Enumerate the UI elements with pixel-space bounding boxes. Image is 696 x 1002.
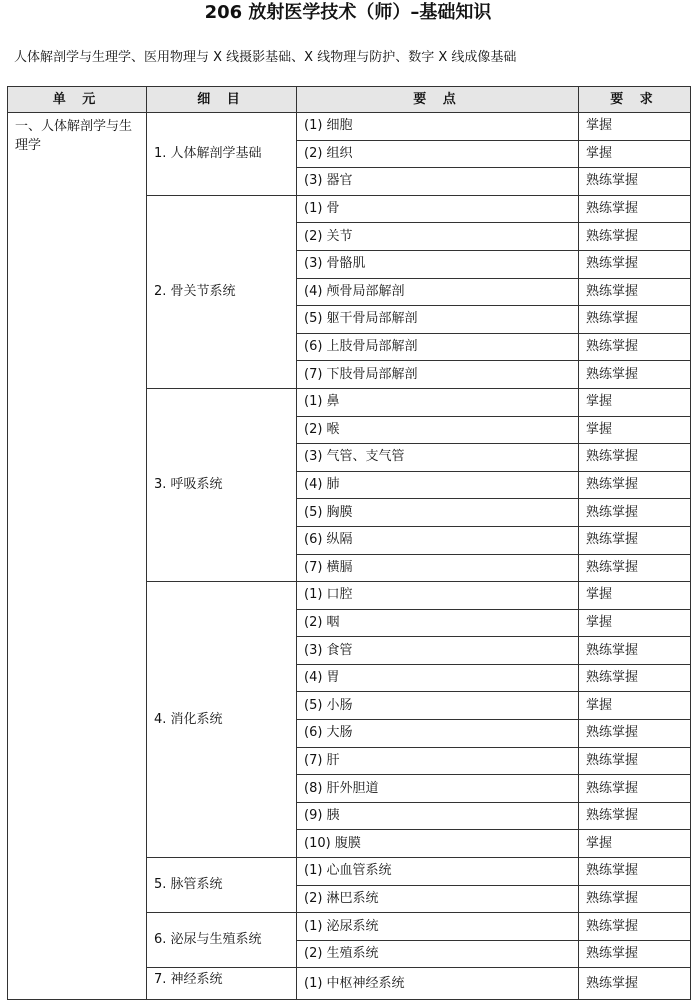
point-cell: (6) 大肠 bbox=[297, 720, 579, 748]
requirement-cell: 熟练掌握 bbox=[579, 885, 691, 913]
point-cell: (3) 器官 bbox=[297, 168, 579, 196]
requirement-cell: 掌握 bbox=[579, 692, 691, 720]
syllabus-table bbox=[7, 86, 691, 1000]
requirement-cell: 熟练掌握 bbox=[579, 250, 691, 278]
header-unit: 单 元 bbox=[8, 87, 147, 113]
point-cell: (4) 肺 bbox=[297, 471, 579, 499]
item-cell: 2. 骨关节系统 bbox=[147, 195, 297, 388]
requirement-cell: 掌握 bbox=[579, 609, 691, 637]
point-cell: (1) 心血管系统 bbox=[297, 858, 579, 886]
item-cell: 6. 泌尿与生殖系统 bbox=[147, 913, 297, 968]
requirement-cell: 掌握 bbox=[579, 388, 691, 416]
header-requirement: 要 求 bbox=[579, 87, 691, 113]
requirement-cell: 熟练掌握 bbox=[579, 858, 691, 886]
requirement-cell: 熟练掌握 bbox=[579, 940, 691, 968]
page-title: 206 放射医学技术（师）–基础知识 bbox=[204, 2, 492, 23]
requirement-cell: 熟练掌握 bbox=[579, 802, 691, 830]
requirement-cell: 熟练掌握 bbox=[579, 747, 691, 775]
table-body bbox=[8, 113, 691, 1000]
item-cell: 3. 呼吸系统 bbox=[147, 388, 297, 581]
requirement-cell: 掌握 bbox=[579, 416, 691, 444]
point-cell: (2) 咽 bbox=[297, 609, 579, 637]
point-cell: (6) 上肢骨局部解剖 bbox=[297, 333, 579, 361]
point-cell: (1) 泌尿系统 bbox=[297, 913, 579, 941]
point-cell: (5) 躯干骨局部解剖 bbox=[297, 306, 579, 334]
point-cell: (1) 中枢神经系统 bbox=[297, 968, 579, 1000]
requirement-cell: 熟练掌握 bbox=[579, 968, 691, 1000]
requirement-cell: 熟练掌握 bbox=[579, 361, 691, 389]
requirement-cell: 熟练掌握 bbox=[579, 775, 691, 803]
point-cell: (3) 气管、支气管 bbox=[297, 444, 579, 472]
requirement-cell: 熟练掌握 bbox=[579, 223, 691, 251]
point-cell: (6) 纵隔 bbox=[297, 526, 579, 554]
requirement-cell: 掌握 bbox=[579, 140, 691, 168]
table-row bbox=[8, 113, 691, 141]
point-cell: (2) 生殖系统 bbox=[297, 940, 579, 968]
point-cell: (3) 骨骼肌 bbox=[297, 250, 579, 278]
requirement-cell: 掌握 bbox=[579, 582, 691, 610]
item-cell: 5. 脉管系统 bbox=[147, 858, 297, 913]
point-cell: (7) 肝 bbox=[297, 747, 579, 775]
requirement-cell: 掌握 bbox=[579, 113, 691, 141]
requirement-cell: 熟练掌握 bbox=[579, 471, 691, 499]
point-cell: (2) 淋巴系统 bbox=[297, 885, 579, 913]
point-cell: (2) 喉 bbox=[297, 416, 579, 444]
point-cell: (9) 胰 bbox=[297, 802, 579, 830]
point-cell: (3) 食管 bbox=[297, 637, 579, 665]
requirement-cell: 熟练掌握 bbox=[579, 720, 691, 748]
requirement-cell: 熟练掌握 bbox=[579, 306, 691, 334]
requirement-cell: 熟练掌握 bbox=[579, 913, 691, 941]
point-cell: (5) 胸膜 bbox=[297, 499, 579, 527]
header-point: 要 点 bbox=[297, 87, 579, 113]
point-cell: (7) 横膈 bbox=[297, 554, 579, 582]
point-cell: (4) 颅骨局部解剖 bbox=[297, 278, 579, 306]
point-cell: (2) 组织 bbox=[297, 140, 579, 168]
point-cell: (2) 关节 bbox=[297, 223, 579, 251]
item-cell: 1. 人体解剖学基础 bbox=[147, 113, 297, 196]
page-subtitle: 人体解剖学与生理学、医用物理与 X 线摄影基础、X 线物理与防护、数字 X 线成像基础 bbox=[14, 50, 517, 65]
point-cell: (1) 骨 bbox=[297, 195, 579, 223]
point-cell: (4) 胃 bbox=[297, 664, 579, 692]
requirement-cell: 熟练掌握 bbox=[579, 499, 691, 527]
requirement-cell: 熟练掌握 bbox=[579, 278, 691, 306]
item-cell: 7. 神经系统 bbox=[147, 968, 297, 1000]
requirement-cell: 熟练掌握 bbox=[579, 554, 691, 582]
header-item: 细 目 bbox=[147, 87, 297, 113]
requirement-cell: 熟练掌握 bbox=[579, 444, 691, 472]
item-cell: 4. 消化系统 bbox=[147, 582, 297, 858]
point-cell: (5) 小肠 bbox=[297, 692, 579, 720]
point-cell: (1) 细胞 bbox=[297, 113, 579, 141]
header-row bbox=[8, 87, 691, 113]
requirement-cell: 熟练掌握 bbox=[579, 333, 691, 361]
point-cell: (8) 肝外胆道 bbox=[297, 775, 579, 803]
requirement-cell: 熟练掌握 bbox=[579, 664, 691, 692]
point-cell: (1) 口腔 bbox=[297, 582, 579, 610]
requirement-cell: 掌握 bbox=[579, 830, 691, 858]
unit-cell: 一、人体解剖学与生理学 bbox=[8, 113, 147, 1000]
point-cell: (10) 腹膜 bbox=[297, 830, 579, 858]
requirement-cell: 熟练掌握 bbox=[579, 168, 691, 196]
point-cell: (7) 下肢骨局部解剖 bbox=[297, 361, 579, 389]
requirement-cell: 熟练掌握 bbox=[579, 637, 691, 665]
requirement-cell: 熟练掌握 bbox=[579, 526, 691, 554]
requirement-cell: 熟练掌握 bbox=[579, 195, 691, 223]
point-cell: (1) 鼻 bbox=[297, 388, 579, 416]
